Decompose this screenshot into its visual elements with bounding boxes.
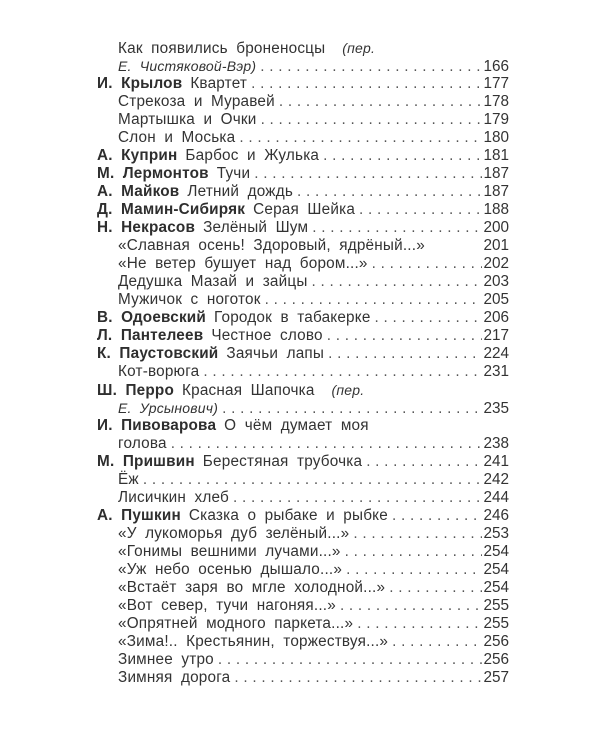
toc-line bbox=[97, 273, 509, 291]
author-name: М. Лермонтов bbox=[97, 165, 209, 182]
translator-note: (пер. bbox=[331, 382, 365, 398]
work-title: Мужичок с ноготок bbox=[118, 291, 261, 308]
work-title: «Встаёт заря во мгле холодной...» bbox=[118, 579, 386, 596]
toc-line bbox=[97, 417, 509, 435]
work-title: Барбос и Жулька bbox=[185, 147, 320, 164]
toc-line bbox=[97, 453, 509, 471]
toc-line bbox=[97, 525, 509, 543]
dot-leader bbox=[323, 147, 482, 165]
work-title: Слон и Моська bbox=[118, 129, 236, 146]
translator-note: Е. Чистяковой-Вэр) bbox=[118, 58, 257, 74]
author-name: И. Пивоварова bbox=[97, 417, 217, 434]
page-number: 254 bbox=[483, 579, 509, 596]
toc-line bbox=[97, 93, 509, 111]
dot-leader bbox=[260, 58, 482, 76]
author-name: Н. Некрасов bbox=[97, 219, 196, 236]
dot-leader bbox=[392, 507, 483, 525]
page-number: 187 bbox=[483, 165, 509, 182]
page-number: 242 bbox=[483, 471, 509, 488]
work-title: Квартет bbox=[190, 75, 248, 92]
work-title: «Не ветер бушует над бором...» bbox=[118, 255, 368, 272]
page-number: 187 bbox=[483, 183, 509, 200]
dot-leader bbox=[143, 471, 483, 489]
dot-leader bbox=[389, 579, 482, 597]
page-number: 244 bbox=[483, 489, 509, 506]
toc-line bbox=[97, 669, 509, 687]
toc-line bbox=[97, 129, 509, 147]
toc-line bbox=[97, 543, 509, 561]
toc-line bbox=[97, 597, 509, 615]
toc-line bbox=[97, 345, 509, 363]
work-title: Дедушка Мазай и зайцы bbox=[118, 273, 308, 290]
toc-line bbox=[97, 183, 509, 201]
work-title: «Вот север, тучи нагоняя...» bbox=[118, 597, 336, 614]
toc-line bbox=[97, 561, 509, 579]
work-title: Как появились броненосцы bbox=[118, 40, 326, 57]
dot-leader bbox=[328, 345, 482, 363]
work-title: «Славная осень! Здоровый, ядрёный...» bbox=[118, 237, 425, 254]
toc-line bbox=[97, 309, 509, 327]
dot-leader bbox=[327, 327, 483, 345]
dot-leader bbox=[203, 363, 482, 381]
dot-leader bbox=[345, 543, 483, 561]
dot-leader bbox=[392, 633, 482, 651]
work-title: Зелёный Шум bbox=[203, 219, 309, 236]
dot-leader bbox=[265, 291, 483, 309]
work-title: «У лукоморья дуб зелёный...» bbox=[118, 525, 350, 542]
work-title: «Уж небо осенью дышало...» bbox=[118, 561, 343, 578]
page-number: 231 bbox=[483, 363, 509, 380]
dot-leader bbox=[171, 435, 483, 453]
work-title: О чём думает моя bbox=[224, 417, 369, 434]
page-number: 179 bbox=[483, 111, 509, 128]
page-number: 202 bbox=[483, 255, 509, 272]
work-title: «Гонимы вешними лучами...» bbox=[118, 543, 341, 560]
work-title: Заячьи лапы bbox=[226, 345, 325, 362]
toc-line bbox=[97, 219, 509, 237]
author-name: Д. Мамин-Сибиряк bbox=[97, 201, 246, 218]
toc-line bbox=[97, 39, 509, 57]
page-number: 178 bbox=[483, 93, 509, 110]
page-number: 257 bbox=[483, 669, 509, 686]
dot-leader bbox=[234, 669, 482, 687]
dot-leader bbox=[239, 129, 482, 147]
dot-leader bbox=[346, 561, 482, 579]
page-number: 255 bbox=[483, 615, 509, 632]
work-title: Тучи bbox=[216, 165, 251, 182]
toc-line bbox=[97, 111, 509, 129]
page-number: 217 bbox=[483, 327, 509, 344]
page-number: 205 bbox=[483, 291, 509, 308]
work-title: Стрекоза и Муравей bbox=[118, 93, 275, 110]
page-number: 235 bbox=[483, 400, 509, 417]
toc-line bbox=[97, 651, 509, 669]
dot-leader bbox=[312, 273, 483, 291]
work-title: «Зима!.. Крестьянин, торжествуя...» bbox=[118, 633, 389, 650]
page-number: 177 bbox=[483, 75, 509, 92]
page-number: 255 bbox=[483, 597, 509, 614]
dot-leader bbox=[372, 255, 483, 273]
page-number: 188 bbox=[483, 201, 509, 218]
work-title: голова bbox=[118, 435, 167, 452]
dot-leader bbox=[353, 525, 482, 543]
page-number: 224 bbox=[483, 345, 509, 362]
page-number: 253 bbox=[483, 525, 509, 542]
page-number: 246 bbox=[483, 507, 509, 524]
dot-leader bbox=[279, 93, 483, 111]
dot-leader bbox=[375, 309, 483, 327]
toc-line bbox=[97, 201, 509, 219]
page-number: 206 bbox=[483, 309, 509, 326]
dot-leader bbox=[251, 75, 482, 93]
dot-leader bbox=[254, 165, 482, 183]
toc-line bbox=[97, 291, 509, 309]
page-number: 200 bbox=[483, 219, 509, 236]
work-title: Мартышка и Очки bbox=[118, 111, 257, 128]
toc-line bbox=[97, 381, 509, 399]
dot-leader bbox=[366, 453, 482, 471]
toc-line bbox=[97, 147, 509, 165]
author-name: Ш. Перро bbox=[97, 382, 175, 399]
page-number: 201 bbox=[483, 237, 509, 254]
translator-note: (пер. bbox=[342, 40, 376, 56]
toc-line bbox=[97, 165, 509, 183]
toc-line bbox=[97, 237, 509, 255]
work-title: Берестяная трубочка bbox=[202, 453, 363, 470]
work-title: Серая Шейка bbox=[253, 201, 356, 218]
toc-line bbox=[97, 399, 509, 417]
author-name: В. Одоевский bbox=[97, 309, 207, 326]
work-title: Зимнее утро bbox=[118, 651, 214, 668]
dot-leader bbox=[233, 489, 483, 507]
toc-line bbox=[97, 507, 509, 525]
page-number: 203 bbox=[483, 273, 509, 290]
toc-line bbox=[97, 435, 509, 453]
page-number: 166 bbox=[483, 58, 509, 75]
author-name: Л. Пантелеев bbox=[97, 327, 204, 344]
work-title: Сказка о рыбаке и рыбке bbox=[188, 507, 388, 524]
author-name: А. Пушкин bbox=[97, 507, 181, 524]
page-number: 180 bbox=[483, 129, 509, 146]
page-number: 241 bbox=[483, 453, 509, 470]
toc-line bbox=[97, 471, 509, 489]
toc-line bbox=[97, 75, 509, 93]
page-number: 254 bbox=[483, 543, 509, 560]
dot-leader bbox=[222, 400, 482, 418]
work-title: Городок в табакерке bbox=[214, 309, 371, 326]
toc-line bbox=[97, 633, 509, 651]
author-name: И. Крылов bbox=[97, 75, 183, 92]
toc-line bbox=[97, 363, 509, 381]
dot-leader bbox=[218, 651, 483, 669]
toc-line bbox=[97, 255, 509, 273]
page-number: 238 bbox=[483, 435, 509, 452]
work-title: Летний дождь bbox=[187, 183, 294, 200]
toc-line bbox=[97, 489, 509, 507]
dot-leader bbox=[359, 201, 482, 219]
page-number: 256 bbox=[483, 633, 509, 650]
toc-line bbox=[97, 57, 509, 75]
page-number: 256 bbox=[483, 651, 509, 668]
author-name: А. Куприн bbox=[97, 147, 178, 164]
work-title: Зимняя дорога bbox=[118, 669, 231, 686]
toc-line bbox=[97, 579, 509, 597]
dot-leader bbox=[261, 111, 483, 129]
work-title: Лисичкин хлеб bbox=[118, 489, 229, 506]
work-title: Честное слово bbox=[211, 327, 323, 344]
page-number: 254 bbox=[483, 561, 509, 578]
work-title: Красная Шапочка bbox=[182, 382, 315, 399]
author-name: М. Пришвин bbox=[97, 453, 195, 470]
toc-line bbox=[97, 615, 509, 633]
toc-line bbox=[97, 327, 509, 345]
work-title: «Опрятней модного паркета...» bbox=[118, 615, 354, 632]
dot-leader bbox=[312, 219, 482, 237]
author-name: А. Майков bbox=[97, 183, 180, 200]
dot-leader bbox=[357, 615, 482, 633]
dot-leader bbox=[340, 597, 483, 615]
author-name: К. Паустовский bbox=[97, 345, 219, 362]
dot-leader bbox=[297, 183, 482, 201]
translator-note: Е. Урсынович) bbox=[118, 400, 219, 416]
work-title: Ёж bbox=[118, 471, 139, 488]
work-title: Кот-ворюга bbox=[118, 363, 200, 380]
table-of-contents bbox=[97, 39, 509, 687]
page-number: 181 bbox=[483, 147, 509, 164]
